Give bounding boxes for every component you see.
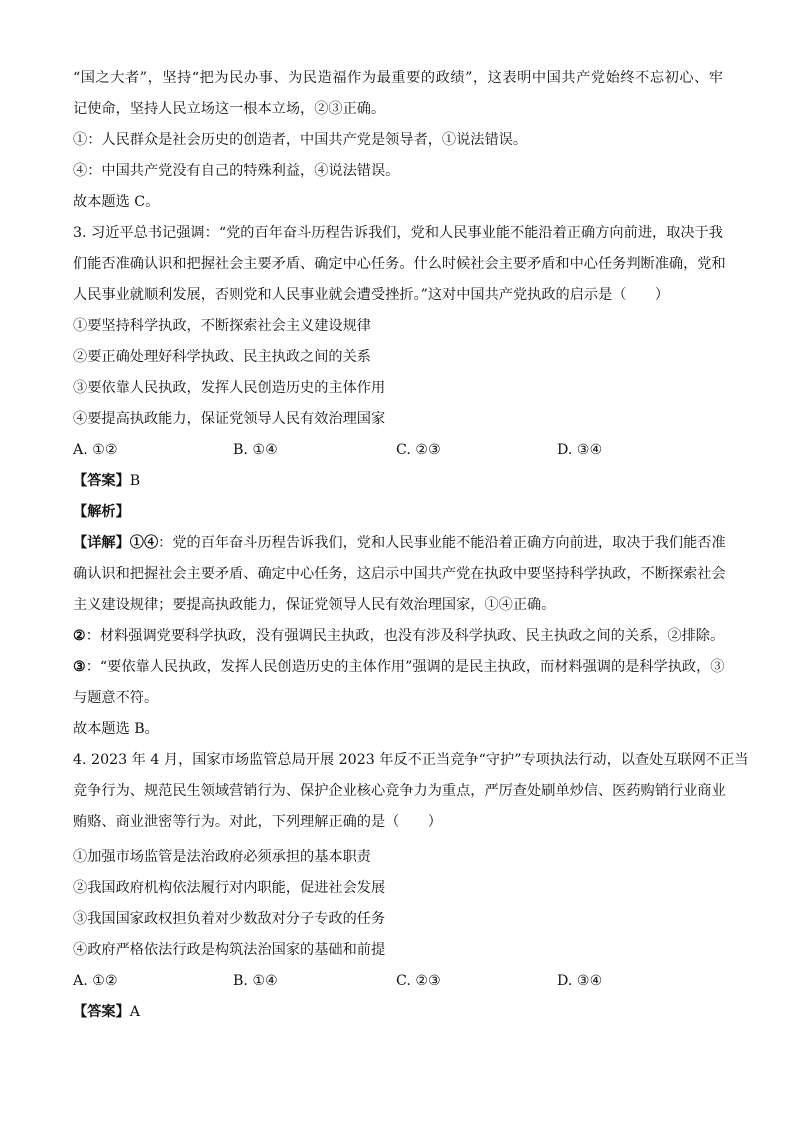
detail-line: 确认识和把握社会主要矛盾、确定中心任务，这启示中国共产党在执政中要坚持科学执政，不断探索社会 <box>73 566 726 582</box>
detail-text: ：材料强调党要科学执政，没有强调民主执政，也没有涉及科学执政、民主执政之间的关系，②排除。 <box>85 628 725 644</box>
text-line: 人民事业就顺利发展，否则党和人民事业就会遭受挫折。”这对中国共产党执政的启示是（ ） <box>73 287 670 303</box>
text-line: 们能否准确认识和把握社会主要矛盾、确定中心任务。什么时候社会主要矛盾和中心任务判断准确，党和 <box>73 256 726 272</box>
text-line: “国之大者”，坚持“把为民办事、为民造福作为最重要的政绩”，这表明中国共产党始终不忘初心、牢 <box>73 70 723 86</box>
text-line: ①：人民群众是社会历史的创造者，中国共产党是领导者，①说法错误。 <box>73 132 528 148</box>
detail-lead: ①④ <box>129 535 159 551</box>
question-4-stem: 4. 2023 年 4 月，国家市场监管总局开展 2023 年反不正当竞争“守护”专项执法行动，以查处互联网不正当 <box>73 752 749 768</box>
option-a: A. ①② <box>73 973 118 989</box>
detail-line <box>73 533 726 553</box>
text-line: 贿赂、商业泄密等行为。对此，下列理解正确的是（ ） <box>73 814 442 830</box>
question-3-stem: 3. 习近平总书记强调：“党的百年奋斗历程告诉我们，党和人民事业能不能沿着正确方向前进，取决于我 <box>73 225 723 241</box>
option-c: C. ②③ <box>396 973 441 989</box>
detail-label: 【详解】 <box>73 535 130 551</box>
choice-statement: ③我国国家政权担负着对少数敌对分子专政的任务 <box>73 911 386 927</box>
choice-statement: ①加强市场监管是法治政府必须承担的基本职责 <box>73 849 371 865</box>
answer-line <box>73 1002 723 1022</box>
option-d: D. ③④ <box>557 442 603 458</box>
option-b: B. ①④ <box>233 442 278 458</box>
choice-statement: ③要依靠人民执政，发挥人民创造历史的主体作用 <box>73 380 386 396</box>
choice-statement: ②要正确处理好科学执政、民主执政之间的关系 <box>73 349 371 365</box>
choice-statement: ④政府严格依法行政是构筑法治国家的基础和前提 <box>73 942 386 958</box>
answer-value: B <box>129 473 141 489</box>
option-b: B. ①④ <box>233 973 278 989</box>
detail-line <box>73 626 723 646</box>
detail-line: 故本题选 B。 <box>73 721 159 737</box>
detail-line <box>73 657 723 677</box>
option-a: A. ①② <box>73 442 118 458</box>
option-c: C. ②③ <box>396 442 441 458</box>
answer-line <box>73 471 723 491</box>
analysis-label: 【解析】 <box>73 504 130 520</box>
detail-text: ：党的百年奋斗历程告诉我们，党和人民事业能不能沿着正确方向前进，取决于我们能否准 <box>158 535 726 551</box>
detail-text: ：“要依靠人民执政，发挥人民创造历史的主体作用”强调的是民主执政，而材料强调的是科学执政，③ <box>85 659 725 675</box>
choice-statement: ④要提高执政能力，保证党领导人民有效治理国家 <box>73 411 386 427</box>
detail-line: 主义建设规律；要提高执政能力，保证党领导人民有效治理国家，①④正确。 <box>73 597 556 613</box>
detail-lead: ② <box>73 628 86 644</box>
option-d: D. ③④ <box>557 973 603 989</box>
detail-lead: ③ <box>73 659 86 675</box>
choice-statement: ②我国政府机构依法履行对内职能，促进社会发展 <box>73 880 386 896</box>
text-line: 竞争行为、规范民生领域营销行为、保护企业核心竞争力为重点，严厉查处刷单炒信、医药购销行业商业 <box>73 783 726 799</box>
detail-line: 与题意不符。 <box>73 690 159 706</box>
text-line: 故本题选 C。 <box>73 194 160 210</box>
answer-label: 【答案】 <box>73 473 130 489</box>
text-line: ④：中国共产党没有自己的特殊利益，④说法错误。 <box>73 163 400 179</box>
answer-label: 【答案】 <box>73 1004 130 1020</box>
choice-statement: ①要坚持科学执政，不断探索社会主义建设规律 <box>73 318 371 334</box>
answer-value: A <box>129 1004 141 1020</box>
text-line: 记使命，坚持人民立场这一根本立场，②③正确。 <box>73 101 386 117</box>
